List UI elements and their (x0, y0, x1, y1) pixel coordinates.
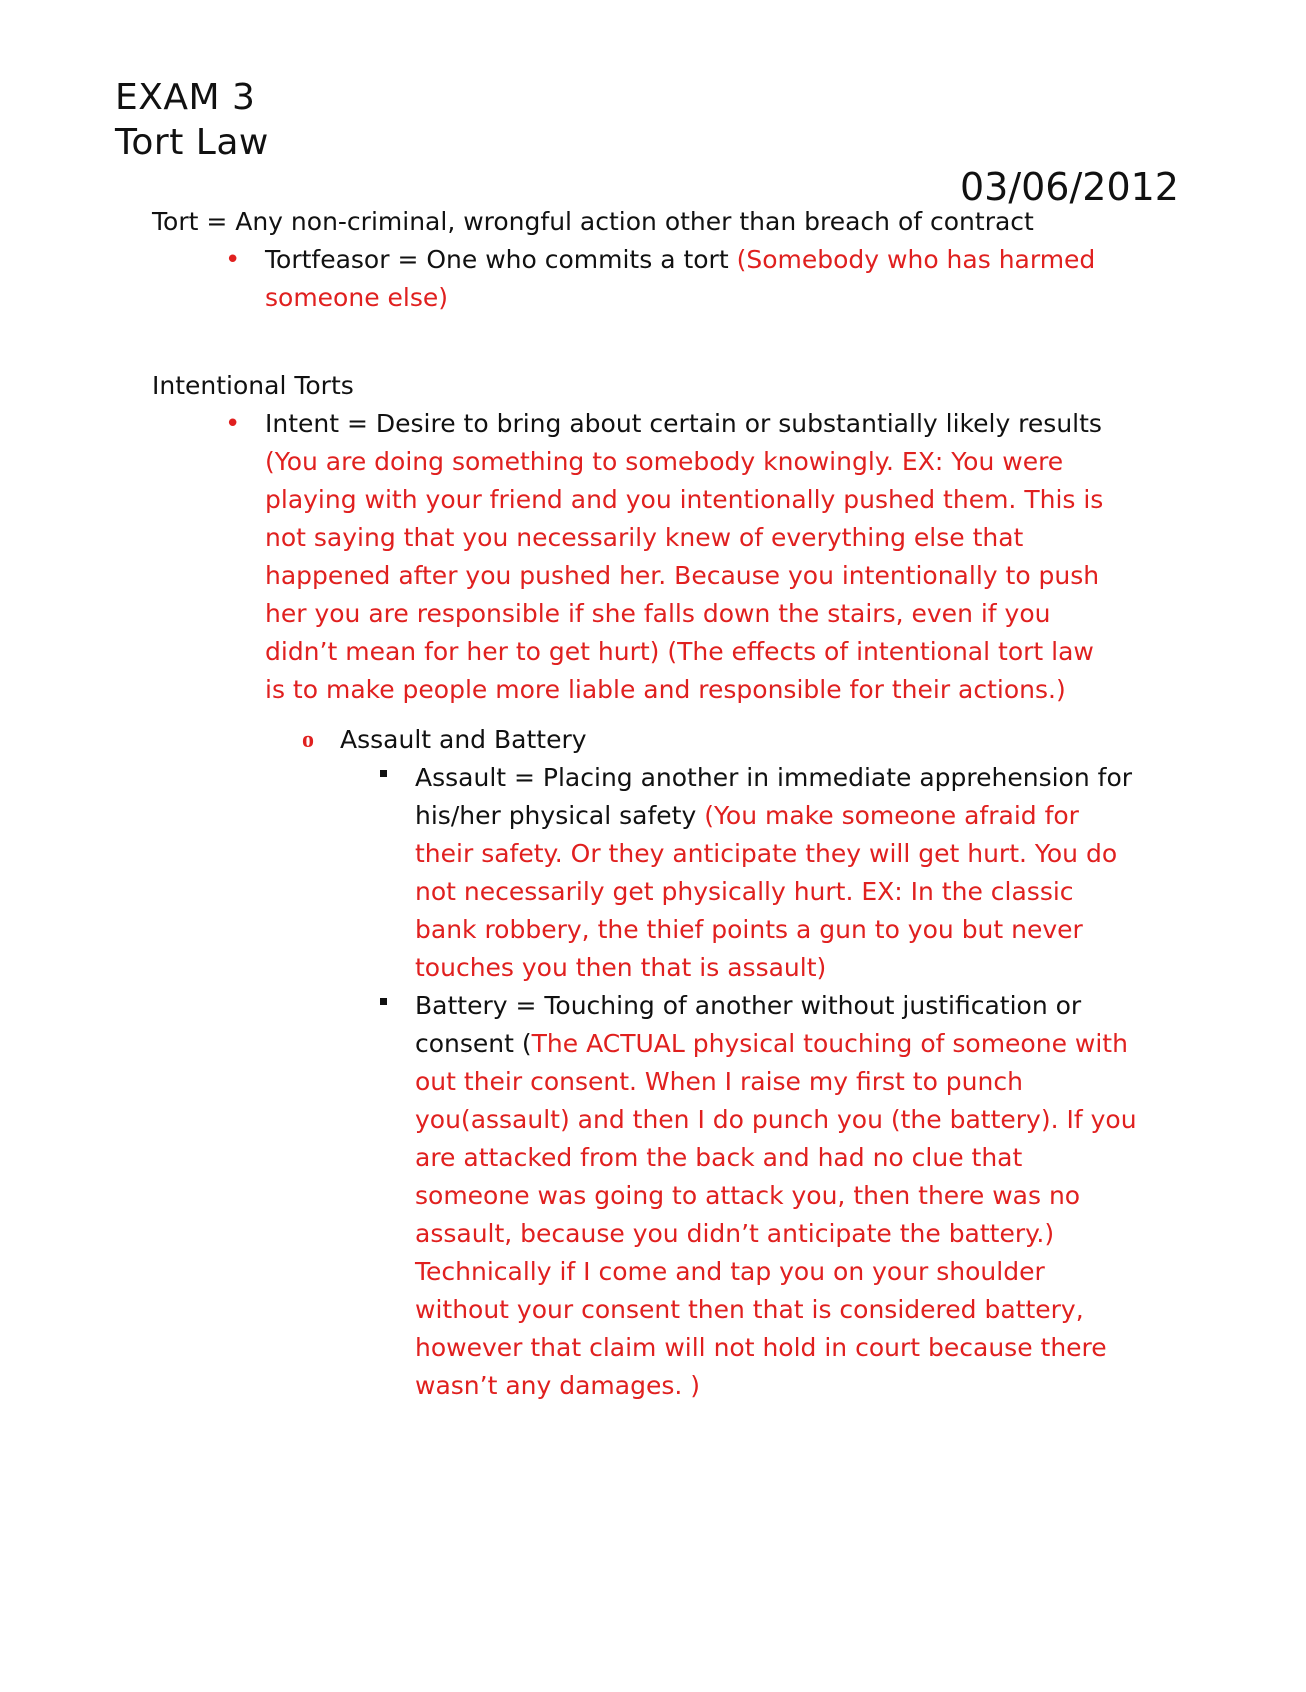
assault-battery-heading: Assault and Battery (340, 725, 587, 754)
assault-note: (You make someone afraid for their safety. Or they anticipate they will get hurt. You do not necessarily get physically hurt. EX: In the classic bank robbery, the thief points a gun to you but never touches you then that is assault) (415, 801, 1118, 982)
battery-note: The ACTUAL physical touching of someone with out their consent. When I raise my first to punch you(assault) and then I do punch you (the battery). If you are attacked from the back and had no clue that someone was going to attack you, then there was no assault, because you didn’t anticipate the battery.) Technically if I come and tap you on your shoulder without your consent then that is considered battery, however that claim will not hold in court because there wasn’t any damages. ) (415, 1029, 1137, 1400)
assault-item (415, 759, 1140, 987)
intent-definition: Intent = Desire to bring about certain or substantially likely results (265, 409, 1102, 438)
intent-note: (You are doing something to somebody knowingly. EX: You were playing with your friend and you intentionally pushed them. This is not saying that you necessarily knew of everything else that happened after you pushed her. Because you intentionally to push her you are responsible if she falls down the stairs, even if you didn’t mean for her to get hurt) (The effects of intentional tort law is to make people more liable and responsible for their actions.) (265, 447, 1104, 704)
circle-bullet-icon: o (302, 727, 314, 753)
tort-definition: Tort = Any non-criminal, wrongful action other than breach of contract (152, 207, 1034, 236)
intentional-torts-heading: Intentional Torts (152, 371, 354, 400)
square-bullet-icon (380, 770, 387, 777)
tortfeasor-note: (Somebody who has harmed someone else) (265, 245, 1096, 312)
tortfeasor-item (265, 241, 1125, 317)
note-date: 03/06/2012 (959, 165, 1179, 209)
exam-title: EXAM 3 (115, 77, 256, 118)
red-dot-bullet-icon: • (225, 245, 241, 275)
square-bullet-icon (380, 998, 387, 1005)
battery-item (415, 987, 1140, 1405)
red-dot-bullet-icon: • (225, 409, 241, 439)
assault-definition: Assault = Placing another in immediate apprehension for his/her physical safety (415, 763, 1133, 830)
subject-title: Tort Law (115, 122, 269, 163)
tortfeasor-definition: Tortfeasor = One who commits a tort (265, 245, 737, 274)
battery-definition: Battery = Touching of another without justification or consent ( (415, 991, 1082, 1058)
